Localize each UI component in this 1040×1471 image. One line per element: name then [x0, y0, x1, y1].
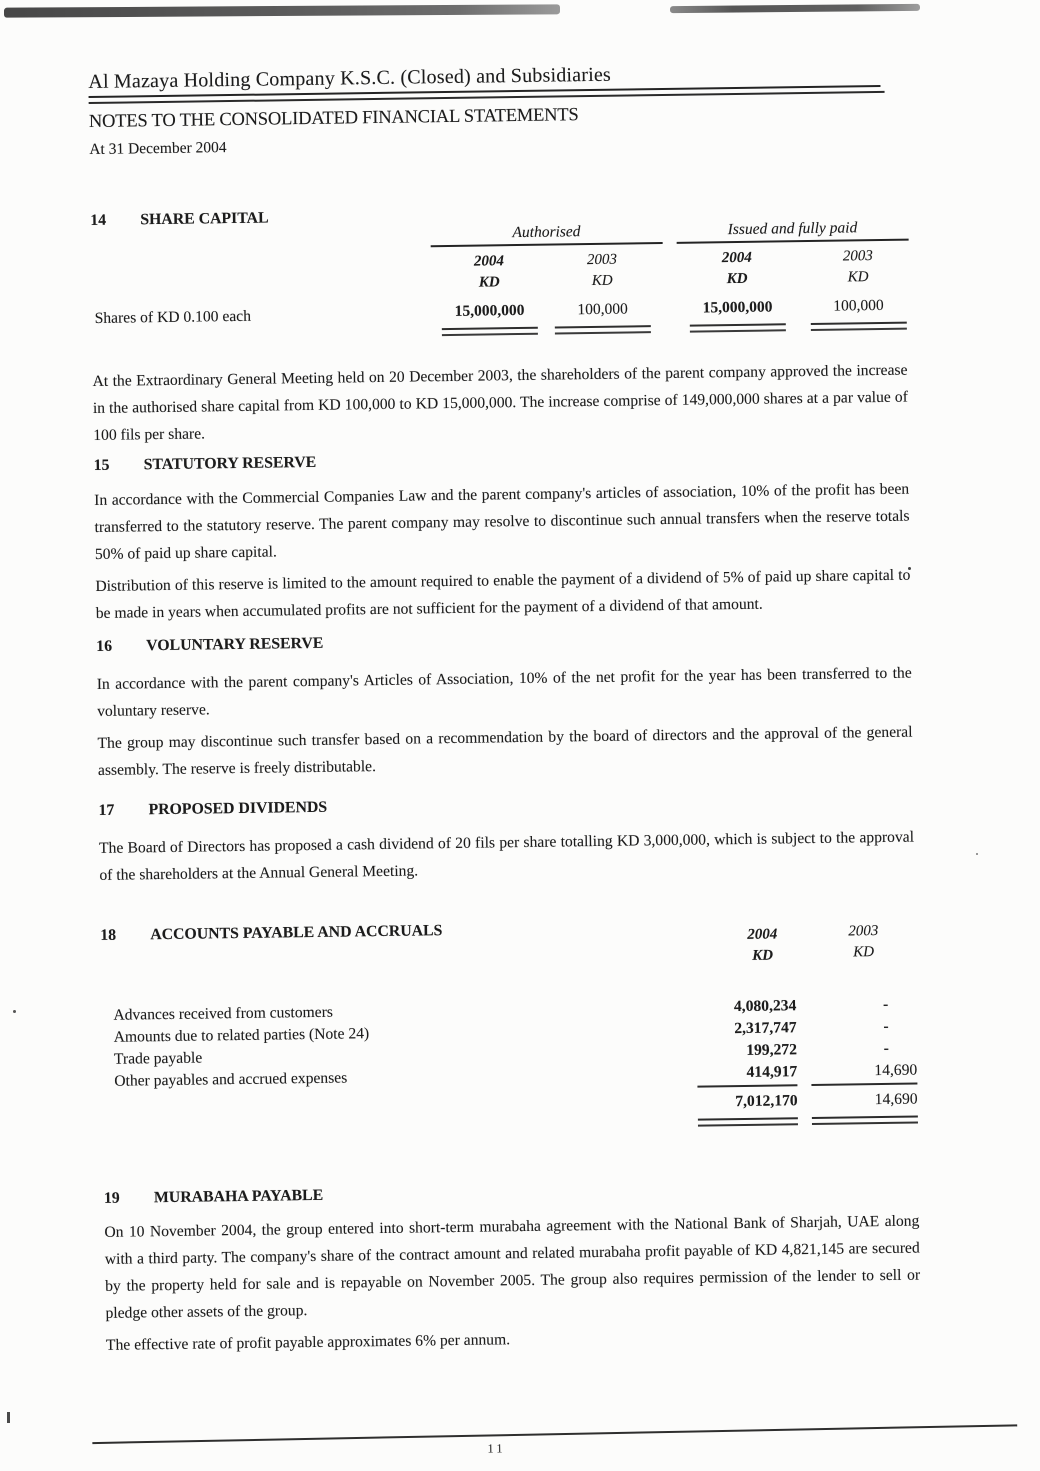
table-value [802, 296, 914, 331]
row-label-shares: Shares of KD 0.100 each [94, 307, 252, 327]
double-rule [442, 327, 538, 336]
year-header-2003 [803, 920, 924, 964]
value-text: 15,000,000 [454, 301, 525, 320]
double-rule [811, 322, 907, 331]
value-2003: - [883, 1017, 889, 1036]
value-2004: 2,317,747 [734, 1019, 797, 1038]
row-label: Amounts due to related parties (Note 24) [113, 1025, 370, 1046]
section-number: 16 [96, 637, 113, 655]
currency-header: KD [478, 274, 500, 291]
column-group-issued: Issued and fully paid [676, 219, 908, 244]
table-value [681, 298, 793, 333]
value-text: 15,000,000 [702, 298, 773, 317]
value-2004: 414,917 [746, 1063, 798, 1081]
value-2003: - [882, 995, 889, 1014]
value-2004: 4,080,234 [733, 997, 797, 1016]
currency-header: KD [726, 270, 748, 288]
currency-text: KD [853, 944, 875, 961]
section-title: ACCOUNTS PAYABLE AND ACCRUALS [150, 922, 443, 944]
double-rule [555, 325, 651, 334]
accounts-payable-block [100, 914, 918, 1135]
paragraph: In accordance with the Commercial Companies Law and the parent company's articles of association, 10% of the profit has been transferred to the statutory reserve. The parent company may resolve to discontinue such annual transfers when the reserve totals 50% of paid up share capital. [94, 480, 910, 563]
table-value [433, 302, 545, 337]
year-header: 2003 [842, 248, 873, 265]
paragraph: The Board of Directors has proposed a cash dividend of 20 fils per share totalling KD 3,000,000, which is subject to the approval of the shareholders at the Annual General Meeting. [98, 828, 915, 884]
section-heading-17 [98, 789, 913, 822]
rule-line [697, 1084, 797, 1087]
year-header: 2004 [473, 253, 505, 270]
section-number: 15 [93, 456, 110, 474]
value-text: 100,000 [833, 296, 884, 315]
section-number: 19 [103, 1189, 120, 1207]
value-2004: 199,272 [746, 1041, 798, 1059]
section-heading-16 [96, 625, 911, 658]
section-heading-19 [104, 1177, 919, 1210]
table-value [546, 300, 658, 335]
section-number: 17 [98, 801, 115, 819]
double-rule-2003 [798, 1116, 918, 1126]
double-rule [690, 323, 786, 332]
rule-spacer [103, 1119, 688, 1135]
double-rule-2004 [688, 1117, 798, 1127]
paragraph: The effective rate of profit payable approximates 6% per annum. [105, 1331, 511, 1354]
value-text: 100,000 [577, 300, 628, 319]
section-title: VOLUNTARY RESERVE [146, 634, 324, 655]
scan-tick-mark [7, 1412, 10, 1423]
total-2004: 7,012,170 [735, 1092, 798, 1111]
year-text: 2004 [747, 926, 778, 943]
section-number: 14 [90, 211, 107, 229]
total-2003: 14,690 [874, 1090, 918, 1109]
section-title: PROPOSED DIVIDENDS [148, 798, 328, 819]
rule-2003 [797, 1083, 917, 1087]
year-header: 2003 [586, 251, 617, 269]
paragraph: The group may discontinue such transfer based on a recommendation by the board of directors and the approval of the general assembly. The reserve is freely distributable. [97, 723, 913, 779]
paragraph: In accordance with the parent company's Articles of Association, 10% of the net profit for the year has been transferred to the voluntary reserve. [96, 664, 912, 720]
section-title: MURABAHA PAYABLE [153, 1186, 324, 1207]
page-number: 11 [487, 1441, 506, 1456]
year-header-2004 [707, 924, 818, 968]
rule-2004 [687, 1084, 797, 1088]
share-capital-table [90, 219, 907, 368]
rule-line [698, 1117, 798, 1126]
paragraph: At the Extraordinary General Meeting held on 20 December 2003, the shareholders of the parent company approved the increase in the authorised share capital from KD 100,000 to KD 15,000,000. The increase comprise of 149,000,000 shares at a par value of 100 fils per share. [92, 361, 908, 444]
rule-line [812, 1116, 918, 1125]
value-2003: 14,690 [874, 1061, 918, 1080]
row-label: Trade payable [113, 1049, 203, 1068]
paragraph: On 10 November 2004, the group entered into short-term murabaha agreement with the National Bank of Sharjah, UAE along with a third party. The company's share of the contract amount and related murabaha profit payable of KD 4,821,145 are secured by the property held for sale and is repayable on November 2005. The group also requires permission of the lender to sell or pledge other assets of the group. [104, 1212, 921, 1322]
company-name: Al Mazaya Holding Company K.S.C. (Closed) and Subsidiaries [88, 59, 880, 98]
report-date: At 31 December 2004 [89, 139, 227, 159]
report-title: NOTES TO THE CONSOLIDATED FINANCIAL STATEMENTS [88, 105, 579, 133]
section-heading-15 [94, 444, 909, 477]
row-label: Advances received from customers [113, 1003, 334, 1024]
total-label [103, 1092, 688, 1122]
paragraph: Distribution of this reserve is limited to the amount required to enable the payment of a dividend of 5% of paid up share capital to be made in years when accumulated profits are not sufficient for the payment of a dividend of that amount. [95, 566, 911, 622]
section-number: 18 [100, 926, 117, 944]
row-label: Other payables and accrued expenses [114, 1069, 348, 1090]
value-2003: - [883, 1039, 890, 1057]
currency-text: KD [752, 947, 774, 964]
accounts-table [101, 994, 918, 1135]
footer-rule [92, 1424, 1017, 1444]
document-content [88, 59, 921, 1359]
year-header: 2004 [721, 249, 752, 267]
currency-header: KD [591, 272, 613, 290]
currency-header: KD [847, 269, 869, 286]
rule-line [811, 1083, 917, 1086]
section-title: SHARE CAPITAL [140, 209, 269, 229]
section-title: STATUTORY RESERVE [143, 453, 317, 474]
document-header [88, 59, 904, 160]
year-text: 2003 [848, 923, 879, 940]
column-group-authorised: Authorised [430, 222, 662, 247]
